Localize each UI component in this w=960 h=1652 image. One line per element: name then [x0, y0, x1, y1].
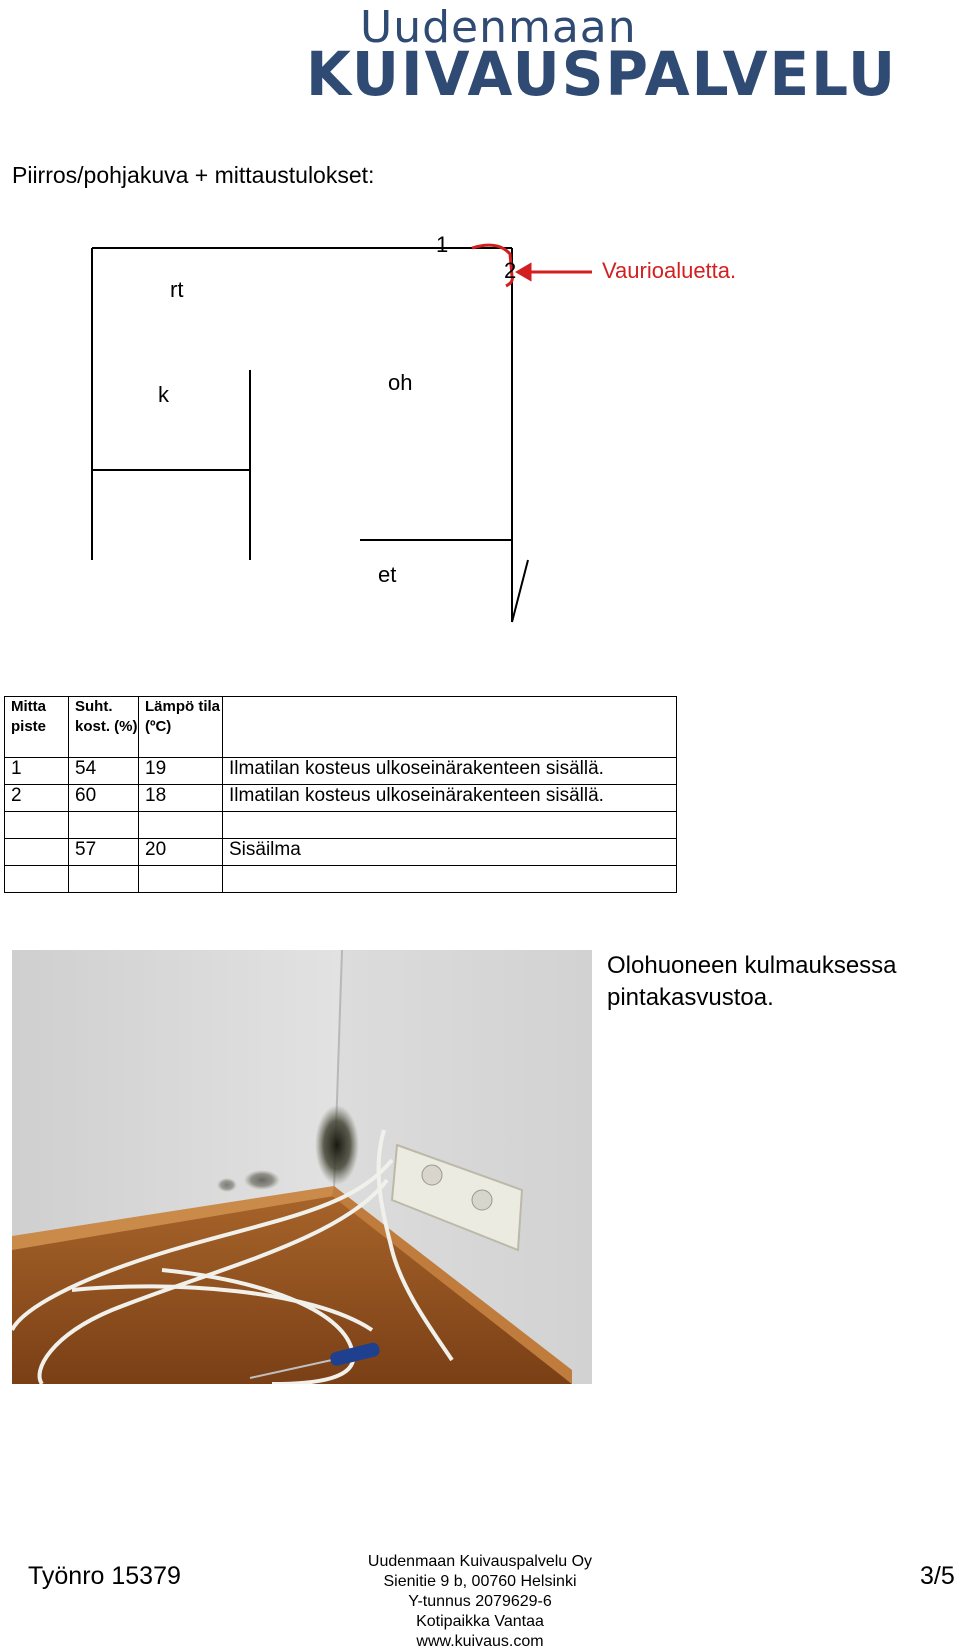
table-cell — [5, 839, 69, 866]
table-cell — [223, 812, 677, 839]
table-row — [5, 758, 677, 785]
company-info — [335, 1552, 625, 1652]
damage-annotation: Vaurioaluetta. — [602, 258, 737, 283]
company-name: Uudenmaan Kuivauspalvelu Oy — [367, 1553, 593, 1570]
job-number: Työnro 15379 — [28, 1562, 181, 1590]
floor-plan — [0, 220, 960, 640]
table-cell: 20 — [139, 839, 223, 866]
table-row — [5, 839, 677, 866]
room-label-et: et — [378, 562, 397, 587]
header-cell: Mitta piste — [5, 697, 69, 758]
table-cell: 57 — [69, 839, 139, 866]
company-address: Sienitie 9 b, 00760 Helsinki — [383, 1573, 577, 1590]
table-cell — [139, 866, 223, 893]
logo-line2: KUIVAUSPALVELU — [306, 38, 898, 110]
table-cell — [69, 866, 139, 893]
annotation-arrowhead — [518, 265, 530, 279]
header-cell: Suht. kost. (%) — [69, 697, 139, 758]
section-heading: Piirros/pohjakuva + mittaustulokset: — [12, 162, 375, 188]
table-cell: 18 — [139, 785, 223, 812]
page-number: 3/5 — [920, 1562, 955, 1590]
table-cell: 2 — [5, 785, 69, 812]
table-row — [5, 785, 677, 812]
mold-corner-photo — [12, 950, 592, 1384]
room-label-k: k — [158, 382, 169, 407]
table-cell: 1 — [5, 758, 69, 785]
table-cell: 19 — [139, 758, 223, 785]
table-cell: Sisäilma — [223, 839, 677, 866]
table-row — [5, 812, 677, 839]
table-cell — [223, 866, 677, 893]
header-cell: Lämpö tila (ºC) — [139, 697, 223, 758]
point-label-2: 2 — [504, 258, 517, 283]
table-cell: Ilmatilan kosteus ulkoseinärakenteen sisällä. — [223, 758, 677, 785]
table-cell — [5, 866, 69, 893]
business-id: Y-tunnus 2079629-6 — [408, 1593, 552, 1610]
table-cell — [139, 812, 223, 839]
header-cell — [223, 697, 677, 758]
table-cell — [5, 812, 69, 839]
measurement-table — [4, 696, 677, 893]
photo-caption: Olohuoneen kulmauksessa pintakasvustoa. — [607, 952, 897, 1011]
table-cell — [69, 812, 139, 839]
table-header-row — [5, 697, 677, 758]
domicile: Kotipaikka Vantaa — [416, 1613, 544, 1630]
table-row — [5, 866, 677, 893]
table-cell: Ilmatilan kosteus ulkoseinärakenteen sisällä. — [223, 785, 677, 812]
table-cell: 54 — [69, 758, 139, 785]
logo-line1: Uudenmaan — [360, 2, 637, 53]
point-label-1: 1 — [436, 232, 449, 257]
room-label-rt: rt — [170, 277, 184, 302]
photo-illustration — [12, 950, 592, 1384]
table-cell: 60 — [69, 785, 139, 812]
floor-plan-lines — [0, 220, 960, 640]
website: www.kuivaus.com — [416, 1633, 544, 1650]
room-label-oh: oh — [388, 370, 413, 395]
